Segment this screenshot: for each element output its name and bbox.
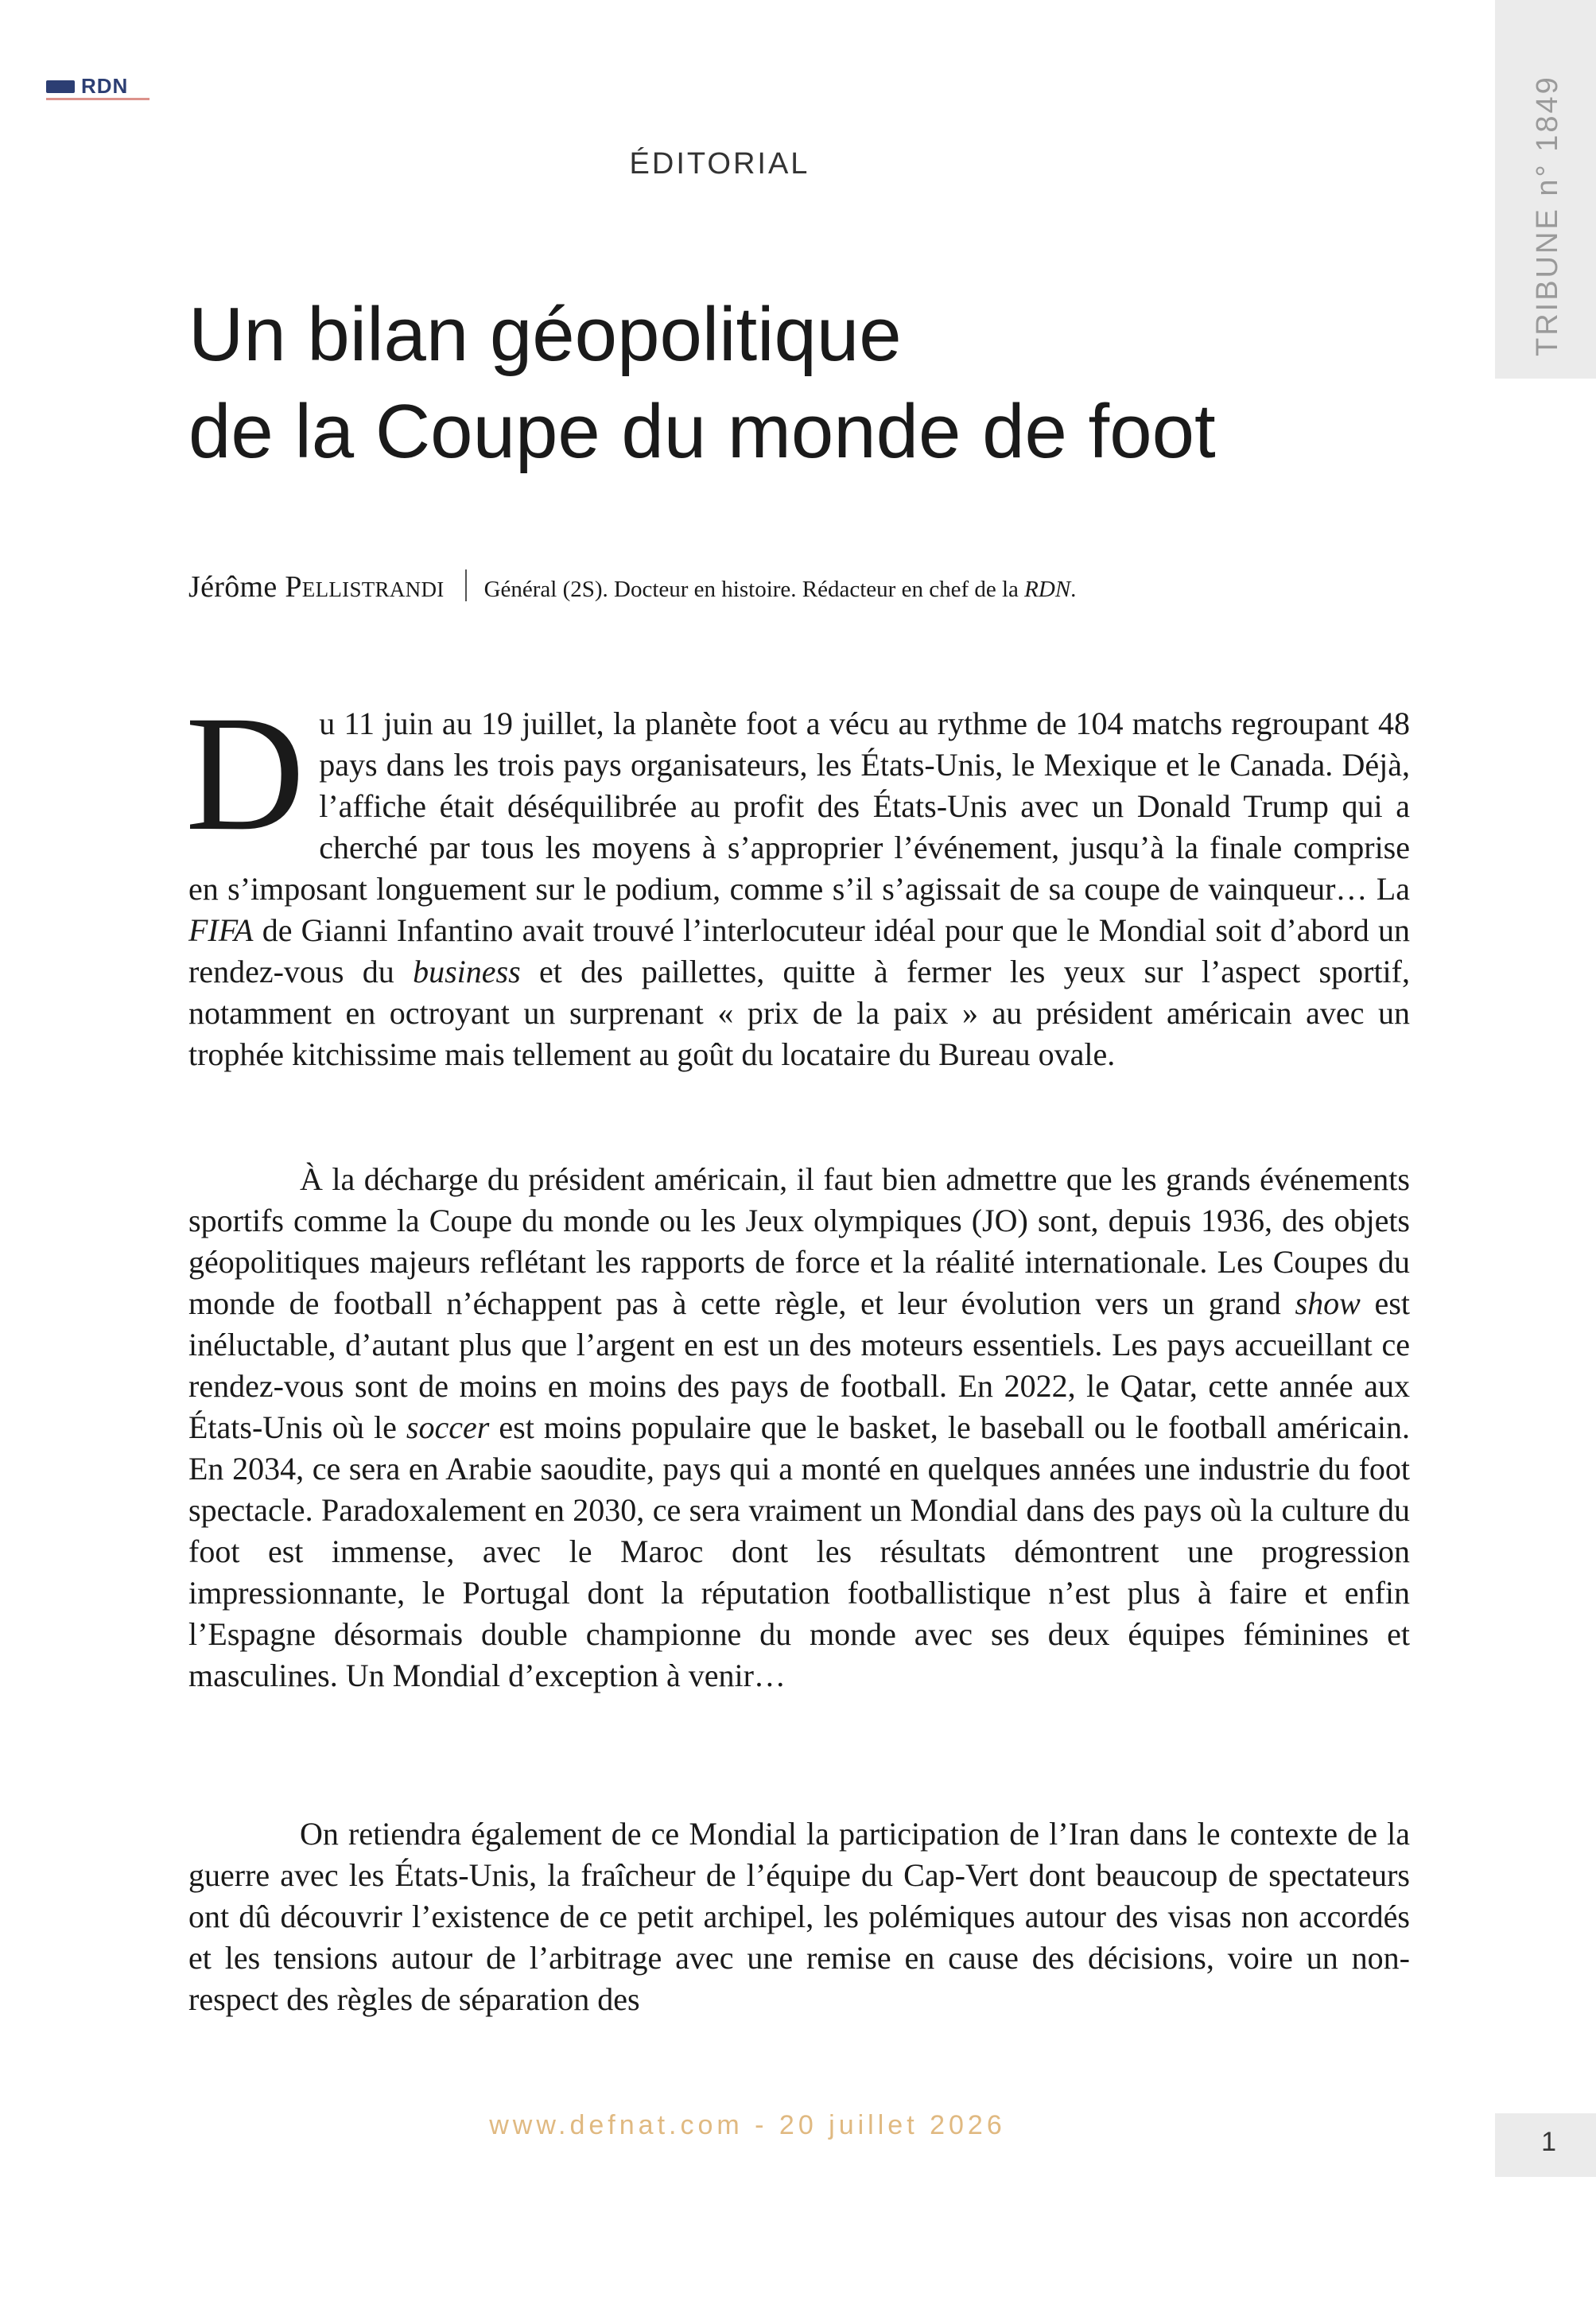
paragraph-2-italic-show: show [1295,1285,1361,1321]
paragraph-1-italic-business: business [413,954,521,989]
paragraph-2-text-c: est moins populaire que le basket, le baseball ou le football américain. En 2034, ce sera en Arabie saoudite, pays qui a monté en quelques années une industrie du foot spectacle. Paradoxalement en 2030, ce sera vraiment un Mondial dans des pays où la culture du foot est immense, avec le Maroc dont les résultats démontrent une progression impressionnante, le Portugal dont la réputation footballistique n’est plus à faire et enfin l’Espagne désormais double championne du monde avec ses deux équipes féminines et masculines. Un Mondial d’exception à venir… [188,1409,1411,1693]
byline-separator [465,569,467,601]
article-title [188,286,1381,480]
tribune-label: TRIBUNE n° 1849 [1531,75,1564,356]
affiliation-end: . [1070,577,1077,602]
paragraph-3-text: On retiendra également de ce Mondial la participation de l’Iran dans le contexte de la guerre avec les États-Unis, la fraîcheur de l’équipe du Cap-Vert dont beaucoup de spectateurs ont dû découvrir l’existence de ce petit archipel, les polémiques autour des visas non accordés et les tensions autour de l’arbitrage avec une remise en cause des décisions, voire un non-respect des règles de séparation des [188,1816,1410,2017]
paragraph-2-text-a: À la décharge du président américain, il faut bien admettre que les grands événements sportifs comme la Coupe du monde ou les Jeux olympiques (JO) sont, depuis 1936, des objets géopolitiques majeurs reflétant les rapports de force et la réalité internationale. Les Coupes du monde de football n’échappent pas à cette règle, et leur évolution vers un grand [188,1161,1410,1321]
page-number: 1 [1541,2127,1556,2157]
affiliation-text: Général (2S). Docteur en histoire. Rédacteur en chef de la [483,577,1025,602]
affiliation-rdn: RDN [1024,577,1071,602]
title-line-2: de la Coupe du monde de foot [188,389,1216,474]
paragraph-1 [185,682,1410,1075]
paragraph-3 [188,1813,1410,2020]
author-last-name: Pellistrandi [285,570,445,604]
paragraph-2-italic-soccer: soccer [406,1409,490,1445]
paragraph-2 [188,1159,1410,1697]
title-line-1: Un bilan géopolitique [188,292,902,377]
logo-mark [46,80,75,93]
footer-site-date: www.defnat.com - 20 juillet 2026 [489,2110,1006,2140]
paragraph-1-text-c: et des paillettes, quitte à fermer les yeux sur l’aspect sportif, notamment en octroyant un surprenant « prix de la paix » au président américain avec un trophée kitchissime mais tellement au goût du locataire du Bureau ovale. [188,954,1410,1072]
paragraph-1-text-a: u 11 juin au 19 juillet, la planète foot a vécu au rythme de 104 matchs regroupant 48 pays dans les trois pays organisateurs, les États-Unis, le Mexique et le Canada. Déjà, l’affiche était déséquilibrée au profit des États-Unis avec un Donald Trump qui a cherché par tous les moyens à s’approprier l’événement, jusqu’à la finale comprise en s’imposant longuement sur le podium, comme s’il s’agissait de sa coupe de vainqueur… La [188,705,1410,907]
paragraph-1-italic-fifa: FIFA [188,912,254,948]
author-affiliation [484,577,1077,602]
paragraph-1-text-b: de Gianni Infantino avait trouvé l’interlocuteur idéal pour que le Mondial soit d’abord un rendez-vous du [188,912,1410,989]
logo-underline [46,98,150,100]
paragraph-2-text-b: est inéluctable, d’autant plus que l’argent en est un des moteurs essentiels. Les pays accueillant ce rendez-vous sont de moins en moins des pays de football. En 2022, le Qatar, cette année aux États-Unis où le [188,1285,1410,1445]
drop-cap: D [185,682,305,865]
author-first-name: Jérôme [188,570,285,604]
author-name [188,570,445,604]
rdn-logo [46,74,150,107]
logo-text: RDN [81,74,129,98]
byline [188,569,1076,609]
section-label: ÉDITORIAL [629,147,810,181]
